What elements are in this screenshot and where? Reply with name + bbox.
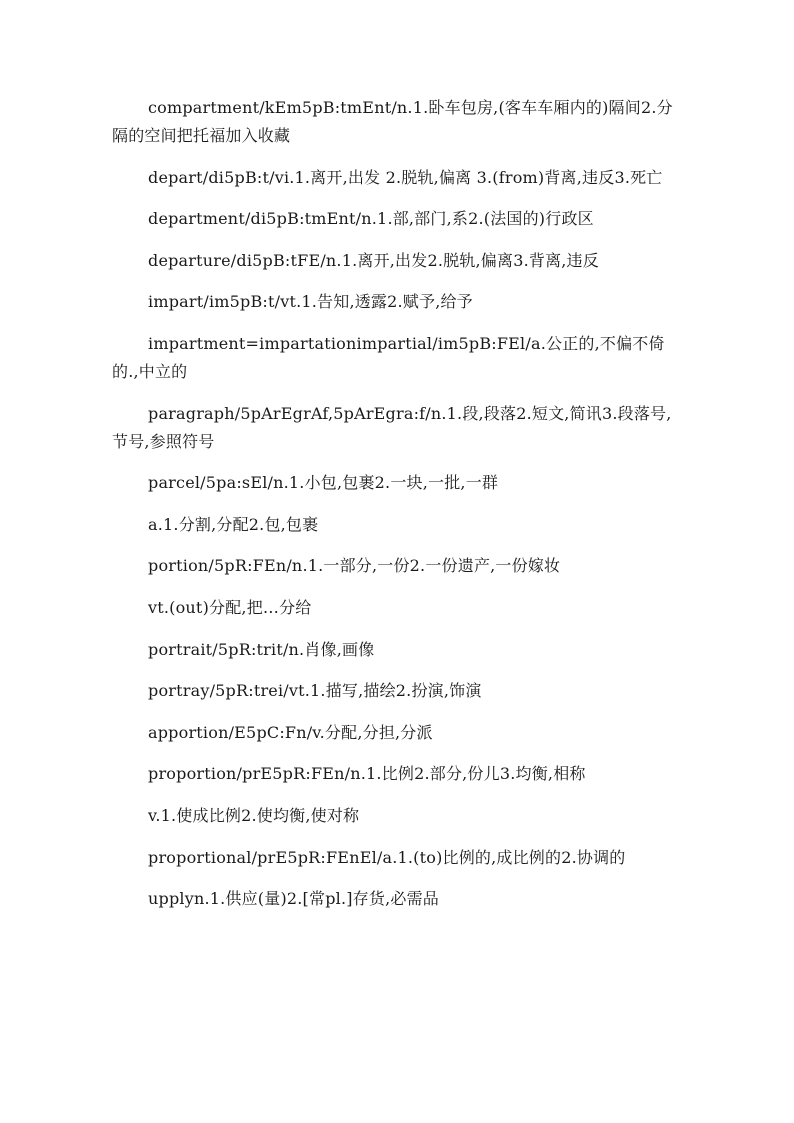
entry-portray: portray/5pR:trei/vt.1.描写,描绘2.扮演,饰演 <box>148 681 482 701</box>
entry-apportion: apportion/E5pC:Fn/v.分配,分担,分派 <box>148 722 433 742</box>
entry-departure: departure/di5pB:tFE/n.1.离开,出发2.脱轨,偏离3.背离,违反 <box>148 250 599 270</box>
entry-supply: upplyn.1.供应(量)2.[常pl.]存货,必需品 <box>148 889 439 909</box>
entry-paragraph: paragraph/5pArEgrAf,5pArEgra:f/n.1.段,段落2.短文,简讯3.段落号,节号,参照符号 <box>112 403 672 451</box>
entry-portrait: portrait/5pR:trit/n.肖像,画像 <box>148 639 375 659</box>
entry-impartment: impartment=impartationimpartial/im5pB:FEl/a.公正的,不偏不倚的.,中立的 <box>112 333 665 381</box>
entry-portion: portion/5pR:FEn/n.1.一部分,一份2.一份遗产,一份嫁妆 <box>148 556 561 576</box>
vocabulary-list <box>112 94 682 927</box>
entry-parcel-adj: a.1.分割,分配2.包,包裹 <box>148 514 319 534</box>
entry-department: department/di5pB:tmEnt/n.1.部,部门,系2.(法国的)行政区 <box>148 209 594 229</box>
entry-impart: impart/im5pB:t/vt.1.告知,透露2.赋予,给予 <box>148 292 473 312</box>
entry-parcel: parcel/5pa:sEl/n.1.小包,包裹2.一块,一批,一群 <box>148 473 499 493</box>
entry-proportion-verb: v.1.使成比例2.使均衡,使对称 <box>148 805 360 825</box>
entry-portion-verb: vt.(out)分配,把…分给 <box>148 597 312 617</box>
entry-proportion: proportion/prE5pR:FEn/n.1.比例2.部分,份儿3.均衡,相称 <box>148 764 586 784</box>
entry-compartment: compartment/kEm5pB:tmEnt/n.1.卧车包房,(客车车厢内的)隔间2.分隔的空间把托福加入收藏 <box>112 98 673 145</box>
entry-proportional: proportional/prE5pR:FEnEl/a.1.(to)比例的,成比例的2.协调的 <box>148 847 626 867</box>
entry-depart: depart/di5pB:t/vi.1.离开,出发 2.脱轨,偏离 3.(from)背离,违反3.死亡 <box>148 167 663 187</box>
